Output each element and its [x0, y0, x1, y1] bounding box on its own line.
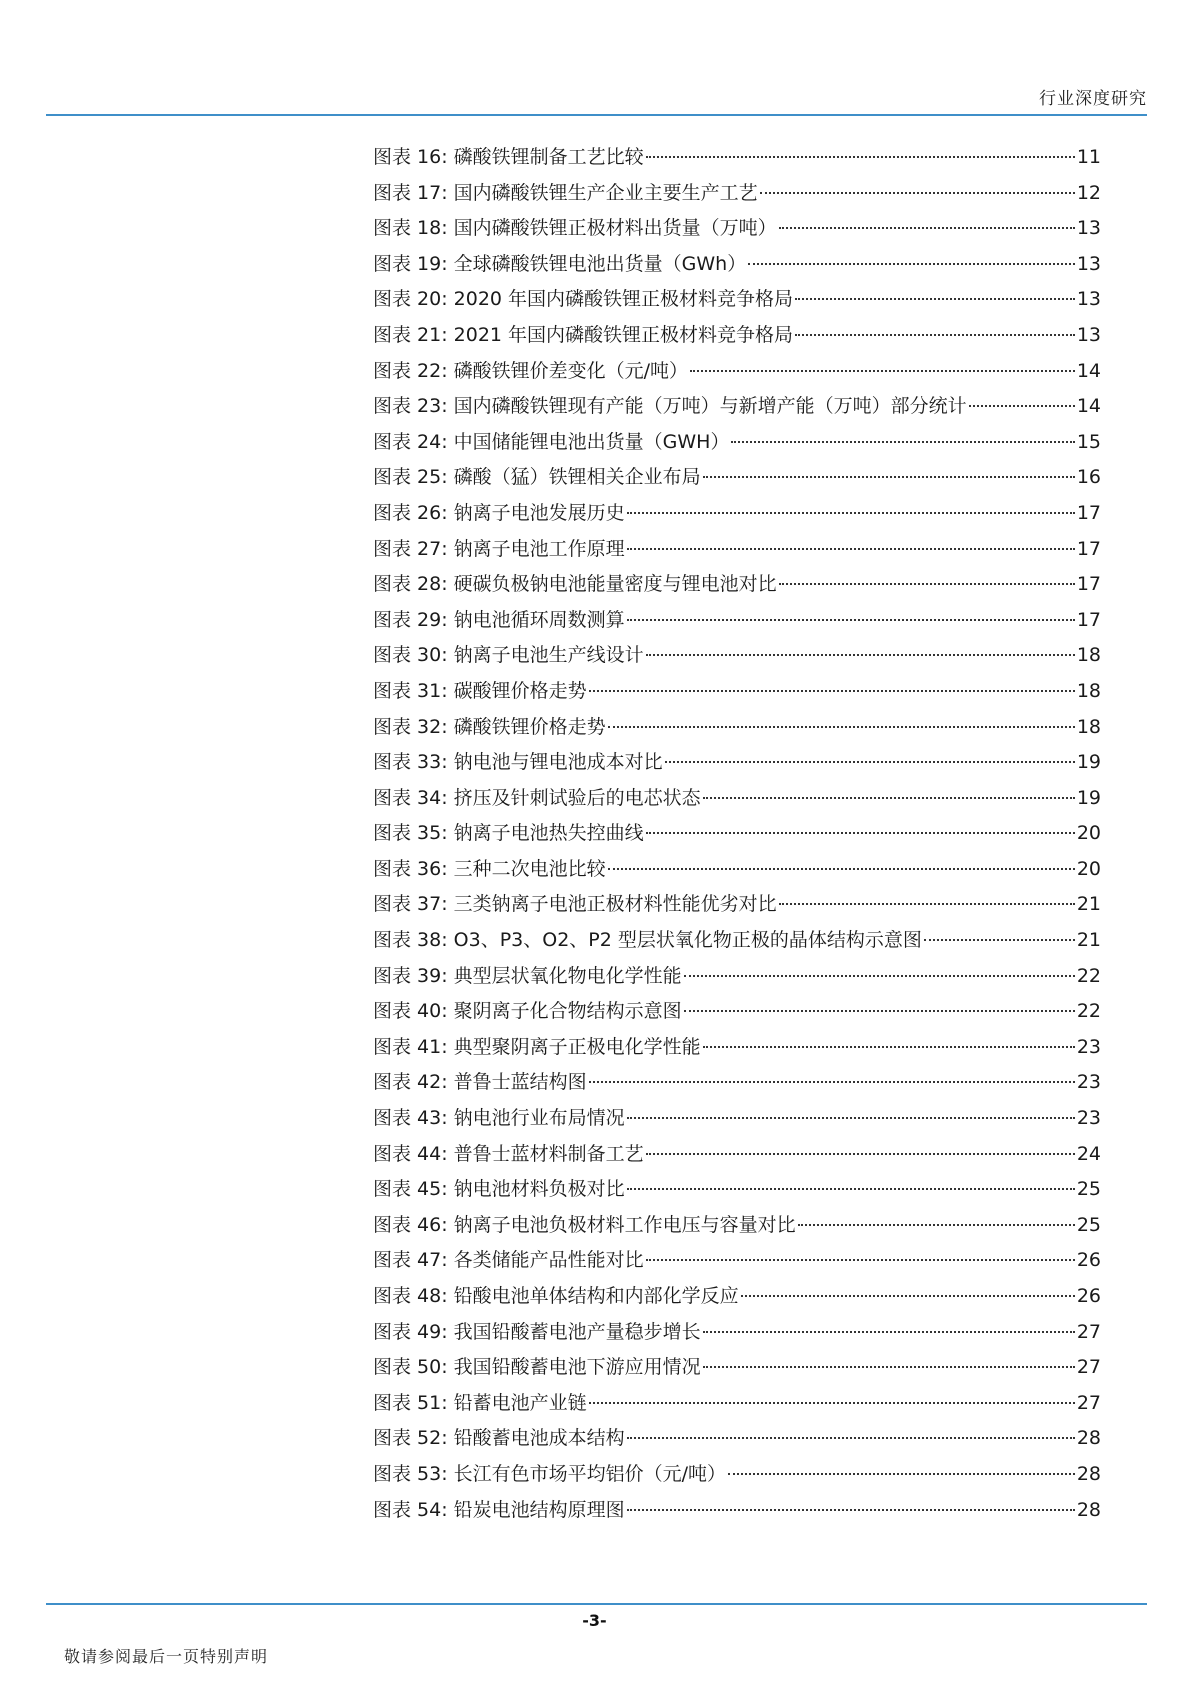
toc-entry-label: 图表 18: 国内磷酸铁锂正极材料出货量（万吨） — [373, 217, 777, 240]
toc-entry[interactable] — [373, 781, 1101, 817]
toc-entry-label: 图表 27: 钠离子电池工作原理 — [373, 537, 625, 560]
toc-dot-leader — [690, 370, 1075, 372]
toc-entry-page: 24 — [1076, 1142, 1101, 1165]
toc-dot-leader — [779, 583, 1075, 585]
toc-entry-page: 13 — [1076, 217, 1101, 240]
toc-entry-page: 17 — [1076, 501, 1101, 524]
toc-entry[interactable] — [373, 282, 1101, 318]
toc-dot-leader — [646, 156, 1075, 158]
toc-dot-leader — [646, 1153, 1075, 1155]
toc-entry-page: 13 — [1076, 288, 1101, 311]
toc-dot-leader — [627, 1188, 1075, 1190]
toc-entry-page: 12 — [1076, 181, 1101, 204]
toc-dot-leader — [703, 1366, 1075, 1368]
toc-entry-label: 图表 50: 我国铅酸蓄电池下游应用情况 — [373, 1356, 701, 1379]
toc-entry[interactable] — [373, 1457, 1101, 1493]
toc-entry-label: 图表 40: 聚阴离子化合物结构示意图 — [373, 1000, 682, 1023]
toc-entry-label: 图表 41: 典型聚阴离子正极电化学性能 — [373, 1035, 701, 1058]
toc-entry-page: 23 — [1076, 1035, 1101, 1058]
toc-entry[interactable] — [373, 638, 1101, 674]
toc-entry-label: 图表 53: 长江有色市场平均铝价（元/吨） — [373, 1462, 727, 1485]
toc-entry-label: 图表 24: 中国储能锂电池出货量（GWH） — [373, 430, 730, 453]
toc-entry-page: 23 — [1076, 1107, 1101, 1130]
toc-entry-page: 25 — [1076, 1178, 1101, 1201]
figure-table-of-contents — [373, 140, 1101, 1528]
toc-dot-leader — [589, 1081, 1075, 1083]
disclaimer-text: 敬请参阅最后一页特别声明 — [64, 1647, 269, 1666]
toc-entry-page: 13 — [1076, 252, 1101, 275]
header-divider — [46, 114, 1147, 116]
toc-entry[interactable] — [373, 1243, 1101, 1279]
toc-dot-leader — [684, 1010, 1075, 1012]
toc-entry[interactable] — [373, 567, 1101, 603]
report-category-title: 行业深度研究 — [1039, 89, 1147, 109]
toc-entry-label: 图表 54: 铅炭电池结构原理图 — [373, 1498, 625, 1521]
toc-entry-page: 19 — [1076, 751, 1101, 774]
toc-entry[interactable] — [373, 1279, 1101, 1315]
toc-entry-label: 图表 47: 各类储能产品性能对比 — [373, 1249, 644, 1272]
toc-dot-leader — [798, 1224, 1075, 1226]
toc-entry[interactable] — [373, 496, 1101, 532]
toc-entry-page: 17 — [1076, 608, 1101, 631]
toc-dot-leader — [795, 298, 1075, 300]
toc-dot-leader — [728, 1473, 1075, 1475]
toc-entry[interactable] — [373, 1386, 1101, 1422]
toc-dot-leader — [627, 619, 1075, 621]
toc-entry[interactable] — [373, 176, 1101, 212]
toc-entry[interactable] — [373, 389, 1101, 425]
toc-dot-leader — [684, 975, 1075, 977]
toc-entry-page: 25 — [1076, 1213, 1101, 1236]
toc-entry[interactable] — [373, 1493, 1101, 1529]
toc-dot-leader — [703, 1331, 1075, 1333]
toc-dot-leader — [703, 476, 1075, 478]
toc-entry[interactable] — [373, 1421, 1101, 1457]
toc-entry-label: 图表 35: 钠离子电池热失控曲线 — [373, 822, 644, 845]
toc-entry-label: 图表 38: O3、P3、O2、P2 型层状氧化物正极的晶体结构示意图 — [373, 929, 922, 952]
toc-entry-label: 图表 49: 我国铅酸蓄电池产量稳步增长 — [373, 1320, 701, 1343]
toc-dot-leader — [779, 903, 1075, 905]
toc-entry-page: 16 — [1076, 466, 1101, 489]
toc-dot-leader — [795, 334, 1075, 336]
toc-entry[interactable] — [373, 603, 1101, 639]
toc-dot-leader — [627, 512, 1075, 514]
toc-dot-leader — [665, 761, 1075, 763]
toc-entry[interactable] — [373, 247, 1101, 283]
toc-entry-page: 22 — [1076, 964, 1101, 987]
toc-entry-page: 28 — [1076, 1427, 1101, 1450]
toc-entry-label: 图表 34: 挤压及针刺试验后的电芯状态 — [373, 786, 701, 809]
toc-dot-leader — [646, 832, 1075, 834]
toc-entry[interactable] — [373, 994, 1101, 1030]
toc-entry-page: 27 — [1076, 1356, 1101, 1379]
toc-entry[interactable] — [373, 959, 1101, 995]
toc-entry[interactable] — [373, 852, 1101, 888]
toc-dot-leader — [760, 192, 1075, 194]
toc-entry-label: 图表 20: 2020 年国内磷酸铁锂正极材料竞争格局 — [373, 288, 794, 311]
toc-entry-page: 21 — [1076, 893, 1101, 916]
toc-entry[interactable] — [373, 354, 1101, 390]
toc-entry[interactable] — [373, 887, 1101, 923]
toc-entry-label: 图表 29: 钠电池循环周数测算 — [373, 608, 625, 631]
toc-entry-label: 图表 52: 铅酸蓄电池成本结构 — [373, 1427, 625, 1450]
toc-dot-leader — [627, 1509, 1075, 1511]
toc-entry-page: 20 — [1076, 822, 1101, 845]
toc-dot-leader — [627, 1117, 1075, 1119]
toc-entry-label: 图表 31: 碳酸锂价格走势 — [373, 679, 587, 702]
toc-entry-page: 11 — [1076, 146, 1101, 168]
toc-dot-leader — [608, 868, 1075, 870]
toc-dot-leader — [703, 1046, 1075, 1048]
toc-entry[interactable] — [373, 1137, 1101, 1173]
toc-entry-page: 17 — [1076, 573, 1101, 596]
toc-entry[interactable] — [373, 1315, 1101, 1351]
toc-entry[interactable] — [373, 1350, 1101, 1386]
toc-entry-page: 18 — [1076, 679, 1101, 702]
toc-dot-leader — [741, 1295, 1075, 1297]
toc-entry-page: 28 — [1076, 1498, 1101, 1521]
toc-entry-label: 图表 21: 2021 年国内磷酸铁锂正极材料竞争格局 — [373, 323, 794, 346]
toc-dot-leader — [646, 1259, 1075, 1261]
toc-entry-label: 图表 19: 全球磷酸铁锂电池出货量（GWh） — [373, 252, 747, 275]
toc-entry[interactable] — [373, 532, 1101, 568]
toc-entry-label: 图表 36: 三种二次电池比较 — [373, 857, 606, 880]
toc-entry-page: 26 — [1076, 1285, 1101, 1307]
toc-entry[interactable] — [373, 460, 1101, 496]
toc-entry-page: 17 — [1076, 537, 1101, 560]
toc-entry-page: 26 — [1076, 1249, 1101, 1272]
toc-dot-leader — [589, 690, 1075, 692]
toc-entry-page: 19 — [1076, 786, 1101, 809]
toc-entry[interactable] — [373, 140, 1101, 176]
toc-entry[interactable] — [373, 745, 1101, 781]
toc-entry[interactable] — [373, 710, 1101, 746]
toc-entry-page: 18 — [1076, 715, 1101, 738]
toc-entry[interactable] — [373, 1065, 1101, 1101]
toc-entry-page: 14 — [1076, 395, 1101, 418]
toc-dot-leader — [608, 726, 1075, 728]
toc-entry-page: 14 — [1076, 359, 1101, 382]
toc-entry-label: 图表 45: 钠电池材料负极对比 — [373, 1178, 625, 1201]
toc-entry-label: 图表 17: 国内磷酸铁锂生产企业主要生产工艺 — [373, 181, 758, 204]
toc-dot-leader — [646, 654, 1075, 656]
toc-dot-leader — [627, 1437, 1075, 1439]
toc-entry-label: 图表 16: 磷酸铁锂制备工艺比较 — [373, 146, 644, 168]
toc-dot-leader — [589, 1402, 1075, 1404]
page-number: -3- — [582, 1611, 607, 1630]
toc-entry[interactable] — [373, 318, 1101, 354]
toc-entry-page: 15 — [1076, 430, 1101, 453]
toc-entry-page: 21 — [1076, 929, 1101, 952]
toc-entry-label: 图表 22: 磷酸铁锂价差变化（元/吨） — [373, 359, 689, 382]
toc-dot-leader — [731, 441, 1074, 443]
toc-entry[interactable] — [373, 923, 1101, 959]
footer-divider — [46, 1603, 1147, 1605]
toc-entry-label: 图表 32: 磷酸铁锂价格走势 — [373, 715, 606, 738]
toc-dot-leader — [779, 227, 1075, 229]
toc-dot-leader — [748, 263, 1075, 265]
toc-entry-label: 图表 23: 国内磷酸铁锂现有产能（万吨）与新增产能（万吨）部分统计 — [373, 395, 967, 418]
toc-entry-label: 图表 44: 普鲁士蓝材料制备工艺 — [373, 1142, 644, 1165]
toc-entry-label: 图表 51: 铅蓄电池产业链 — [373, 1391, 587, 1414]
toc-entry-label: 图表 37: 三类钠离子电池正极材料性能优劣对比 — [373, 893, 777, 916]
toc-entry-label: 图表 25: 磷酸（猛）铁锂相关企业布局 — [373, 466, 701, 489]
toc-entry[interactable] — [373, 674, 1101, 710]
toc-entry-label: 图表 42: 普鲁士蓝结构图 — [373, 1071, 587, 1094]
toc-entry[interactable] — [373, 211, 1101, 247]
toc-entry-label: 图表 48: 铅酸电池单体结构和内部化学反应 — [373, 1285, 739, 1307]
toc-entry-label: 图表 26: 钠离子电池发展历史 — [373, 501, 625, 524]
toc-entry-label: 图表 46: 钠离子电池负极材料工作电压与容量对比 — [373, 1213, 796, 1236]
toc-dot-leader — [969, 405, 1075, 407]
toc-entry-label: 图表 43: 钠电池行业布局情况 — [373, 1107, 625, 1130]
toc-entry-page: 20 — [1076, 857, 1101, 880]
toc-entry-page: 28 — [1076, 1462, 1101, 1485]
toc-entry-label: 图表 30: 钠离子电池生产线设计 — [373, 644, 644, 667]
toc-entry[interactable] — [373, 1030, 1101, 1066]
toc-entry-page: 27 — [1076, 1391, 1101, 1414]
toc-entry-page: 22 — [1076, 1000, 1101, 1023]
toc-entry[interactable] — [373, 1208, 1101, 1244]
toc-entry[interactable] — [373, 816, 1101, 852]
toc-dot-leader — [627, 548, 1075, 550]
toc-entry-page: 13 — [1076, 323, 1101, 346]
toc-entry-page: 23 — [1076, 1071, 1101, 1094]
toc-entry[interactable] — [373, 425, 1101, 461]
toc-entry-page: 27 — [1076, 1320, 1101, 1343]
toc-entry-label: 图表 33: 钠电池与锂电池成本对比 — [373, 751, 663, 774]
toc-entry-page: 18 — [1076, 644, 1101, 667]
toc-entry-label: 图表 28: 硬碳负极钠电池能量密度与锂电池对比 — [373, 573, 777, 596]
toc-dot-leader — [703, 797, 1075, 799]
toc-entry[interactable] — [373, 1101, 1101, 1137]
toc-entry[interactable] — [373, 1172, 1101, 1208]
toc-entry-label: 图表 39: 典型层状氧化物电化学性能 — [373, 964, 682, 987]
toc-dot-leader — [924, 939, 1075, 941]
